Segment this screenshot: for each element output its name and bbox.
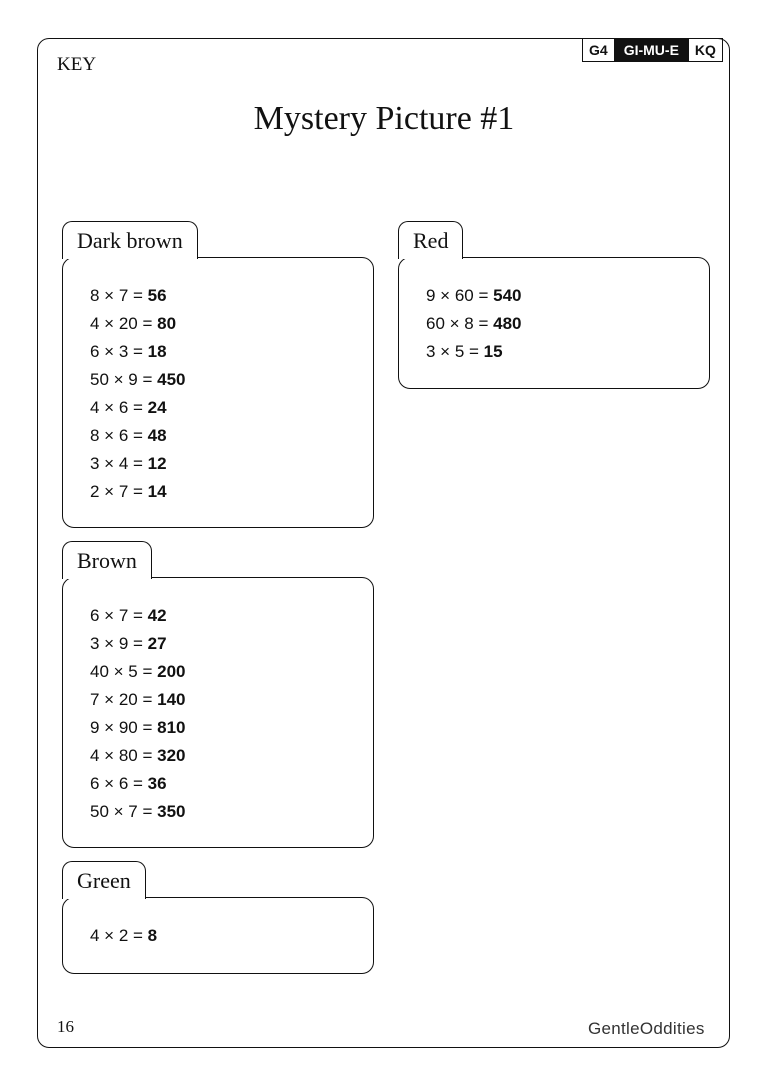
problem-answer: 810 xyxy=(157,718,186,737)
problem-answer: 48 xyxy=(147,426,167,445)
problem-question: 4 × 20 = xyxy=(90,314,153,333)
problem-question: 60 × 8 = xyxy=(426,314,489,333)
page-title: Mystery Picture #1 xyxy=(253,100,515,137)
problem-answer: 15 xyxy=(483,342,503,361)
problem-answer: 480 xyxy=(493,314,522,333)
group-label: Red xyxy=(398,221,463,259)
level-codes xyxy=(582,38,723,62)
problem-item xyxy=(90,338,373,366)
problem-item xyxy=(90,310,373,338)
problem-item xyxy=(90,422,373,450)
topic-code: GI-MU-E xyxy=(615,39,688,61)
problem-answer: 27 xyxy=(147,634,167,653)
problem-answer: 18 xyxy=(147,342,167,361)
group-box xyxy=(62,257,374,528)
problem-question: 8 × 6 = xyxy=(90,426,143,445)
problem-question: 6 × 3 = xyxy=(90,342,143,361)
problem-item xyxy=(90,366,373,394)
problem-list xyxy=(63,898,373,950)
problem-answer: 36 xyxy=(147,774,167,793)
problem-question: 50 × 7 = xyxy=(90,802,153,821)
problem-question: 6 × 7 = xyxy=(90,606,143,625)
grade-code: G4 xyxy=(583,39,615,61)
problem-answer: 8 xyxy=(147,926,158,945)
group-box xyxy=(62,577,374,848)
problem-question: 4 × 6 = xyxy=(90,398,143,417)
group-label: Green xyxy=(62,861,146,899)
group-box xyxy=(62,897,374,974)
problem-answer: 80 xyxy=(157,314,177,333)
problem-question: 4 × 2 = xyxy=(90,926,143,945)
problem-item xyxy=(90,282,373,310)
problem-list xyxy=(63,578,373,826)
problem-item xyxy=(90,658,373,686)
problem-question: 50 × 9 = xyxy=(90,370,153,389)
problem-answer: 350 xyxy=(157,802,186,821)
problem-item xyxy=(426,310,709,338)
brand-logo: GentleOddities xyxy=(588,1019,705,1038)
problem-answer: 540 xyxy=(493,286,522,305)
problem-answer: 450 xyxy=(157,370,186,389)
problem-item xyxy=(90,394,373,422)
problem-list xyxy=(399,258,709,366)
problem-item xyxy=(90,922,373,950)
problem-question: 8 × 7 = xyxy=(90,286,143,305)
problem-item xyxy=(90,798,373,826)
problem-question: 9 × 60 = xyxy=(426,286,489,305)
problem-item xyxy=(426,338,709,366)
set-code: KQ xyxy=(688,39,722,61)
problem-question: 4 × 80 = xyxy=(90,746,153,765)
problem-item xyxy=(90,478,373,506)
group-box xyxy=(398,257,710,389)
group-label: Dark brown xyxy=(62,221,198,259)
problem-answer: 42 xyxy=(147,606,167,625)
problem-question: 2 × 7 = xyxy=(90,482,143,501)
problem-item xyxy=(90,770,373,798)
problem-question: 7 × 20 = xyxy=(90,690,153,709)
problem-item xyxy=(90,714,373,742)
problem-item xyxy=(90,742,373,770)
problem-answer: 320 xyxy=(157,746,186,765)
problem-question: 6 × 6 = xyxy=(90,774,143,793)
problem-question: 3 × 5 = xyxy=(426,342,479,361)
problem-answer: 200 xyxy=(157,662,186,681)
problem-answer: 14 xyxy=(147,482,167,501)
problem-item xyxy=(90,686,373,714)
problem-answer: 24 xyxy=(147,398,167,417)
problem-item xyxy=(90,450,373,478)
page-number: 16 xyxy=(57,1017,74,1036)
problem-answer: 140 xyxy=(157,690,186,709)
problem-item xyxy=(90,630,373,658)
problem-answer: 12 xyxy=(147,454,167,473)
key-label: KEY xyxy=(57,54,97,75)
group-label: Brown xyxy=(62,541,152,579)
problem-item xyxy=(90,602,373,630)
problem-question: 3 × 9 = xyxy=(90,634,143,653)
problem-question: 3 × 4 = xyxy=(90,454,143,473)
problem-question: 40 × 5 = xyxy=(90,662,153,681)
problem-item xyxy=(426,282,709,310)
problem-list xyxy=(63,258,373,506)
problem-question: 9 × 90 = xyxy=(90,718,153,737)
problem-answer: 56 xyxy=(147,286,167,305)
